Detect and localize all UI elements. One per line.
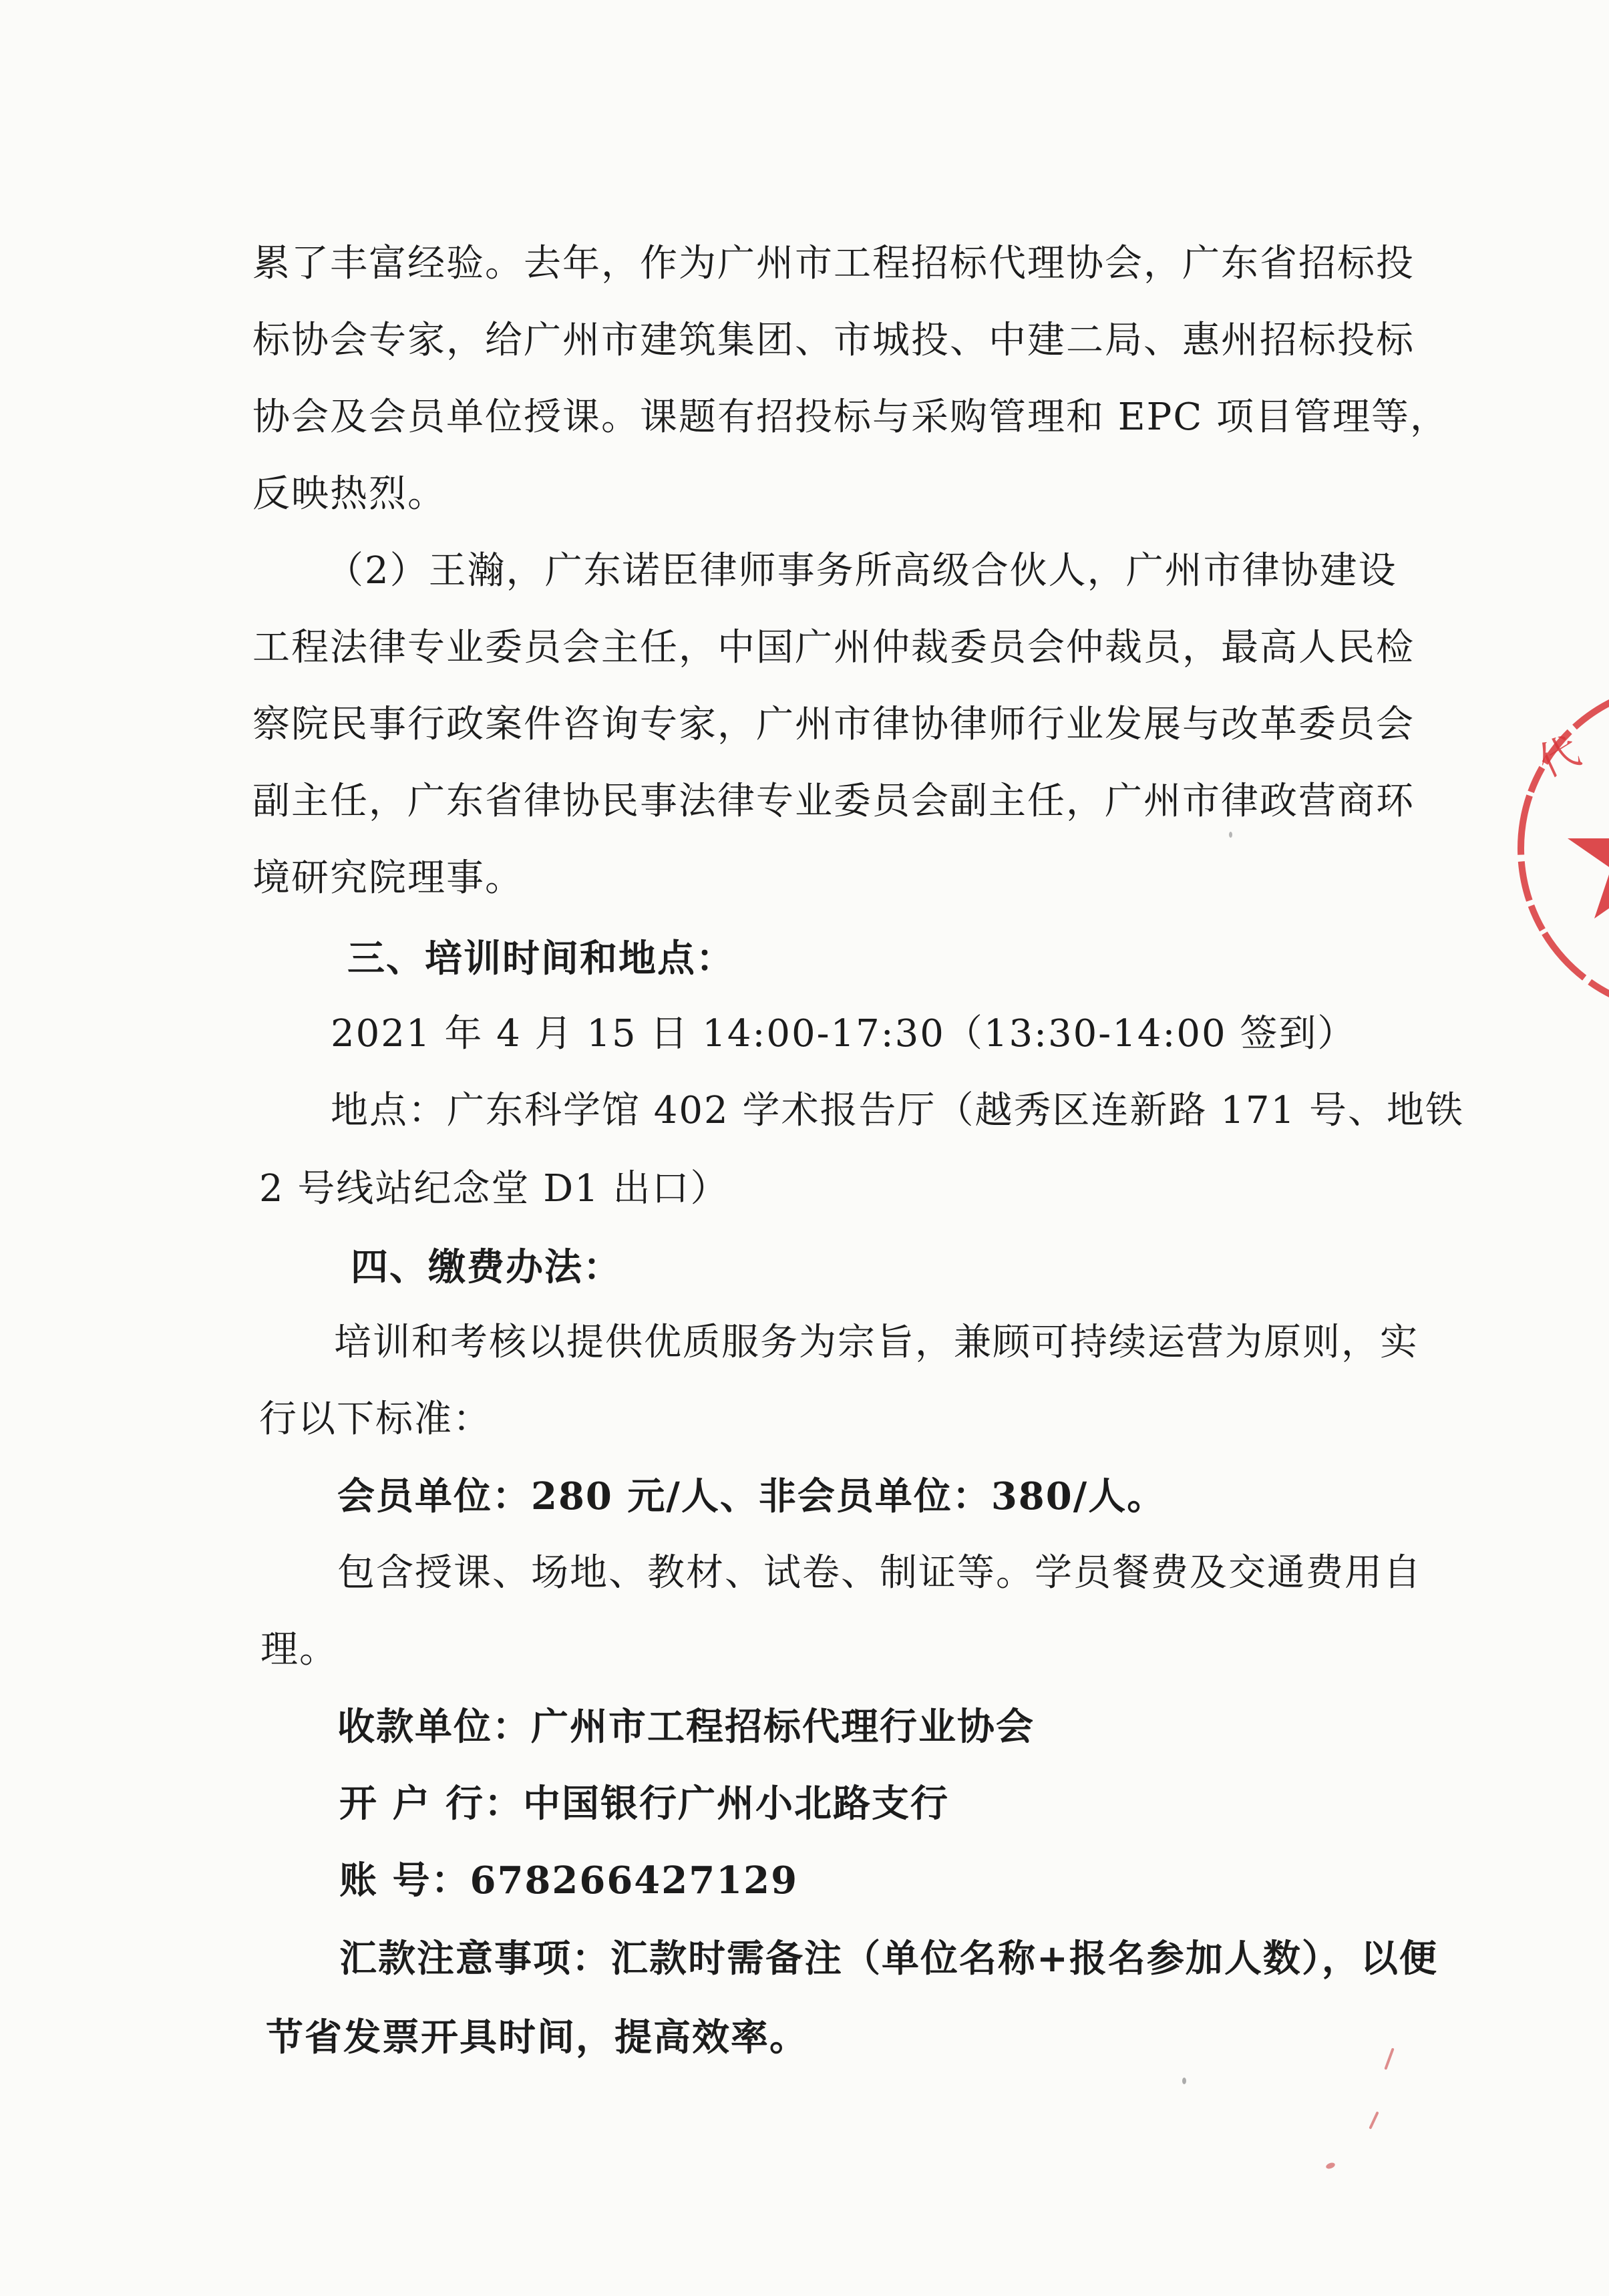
body-line-3: 协会及会员单位授课。课题有招投标与采购管理和 EPC 项目管理等，	[252, 395, 1449, 439]
fee-standard: 会员单位：280 元/人、非会员单位：380/人。	[337, 1474, 1166, 1518]
body-line-7: 察院民事行政案件咨询专家，广州市律协律师行业发展与改革委员会	[252, 703, 1415, 746]
ink-speck	[1369, 2111, 1379, 2129]
body-line-16: 行以下标准：	[259, 1398, 492, 1441]
body-line-6: 工程法律专业委员会主任，中国广州仲裁委员会仲裁员，最高人民检	[252, 626, 1415, 669]
body-line-8: 副主任，广东省律协民事法律专业委员会副主任，广州市律政营商环	[252, 780, 1415, 823]
ink-speck	[1384, 2047, 1394, 2070]
section-heading-3: 三、培训时间和地点：	[347, 937, 735, 981]
body-line-9: 境研究院理事。	[252, 856, 524, 900]
body-line-19: 理。	[260, 1628, 338, 1671]
svg-text:代: 代	[1531, 727, 1588, 787]
body-line-5: （2）王瀚，广东诺臣律师事务所高级合伙人，广州市律协建设	[326, 549, 1397, 593]
body-line-2: 标协会专家，给广州市建筑集团、市城投、中建二局、惠州招标投标	[252, 319, 1415, 362]
body-line-18: 包含授课、场地、教材、试卷、制证等。学员餐费及交通费用自	[337, 1551, 1422, 1595]
ink-speck	[1325, 2162, 1336, 2170]
account-number: 账 号：678266427129	[339, 1858, 799, 1903]
official-seal	[1511, 675, 1609, 1022]
remittance-note-cont: 节省发票开具时间，提高效率。	[266, 2015, 808, 2060]
section-heading-4: 四、缴费办法：	[351, 1245, 622, 1289]
training-date: 2021 年 4 月 15 日 14:00-17:30（13:30-14:00 签到）	[331, 1012, 1357, 1055]
payee: 收款单位：广州市工程招标代理行业协会	[337, 1705, 1035, 1749]
body-line-1: 累了丰富经验。去年，作为广州市工程招标代理协会，广东省招标投	[252, 242, 1415, 285]
ink-speck	[1229, 832, 1232, 838]
training-location-cont: 2 号线站纪念堂 D1 出口）	[259, 1167, 729, 1210]
bank: 开 户 行：中国银行广州小北路支行	[339, 1782, 949, 1826]
ink-speck	[1182, 2078, 1186, 2084]
remittance-note: 汇款注意事项：汇款时需备注（单位名称+报名参加人数），以便	[339, 1937, 1438, 1981]
body-line-15: 培训和考核以提供优质服务为宗旨，兼顾可持续运营为原则，实	[334, 1321, 1419, 1364]
body-line-4: 反映热烈。	[252, 472, 446, 516]
training-location: 地点：广东科学馆 402 学术报告厅（越秀区连新路 171 号、地铁	[331, 1089, 1464, 1132]
